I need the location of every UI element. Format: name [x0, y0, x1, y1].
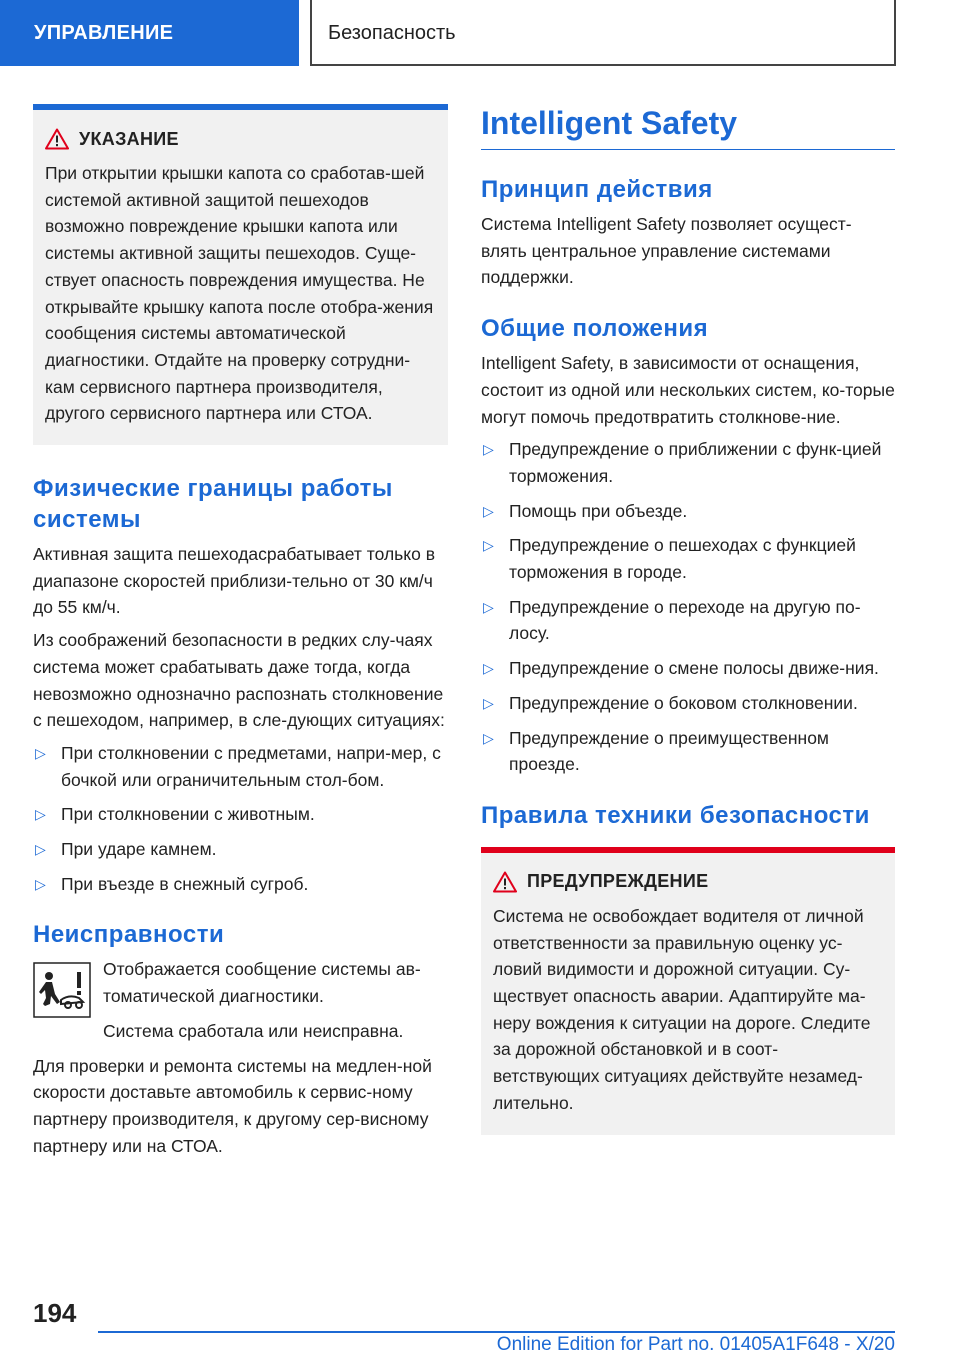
list-item: ▷ Предупреждение о преимущественном проезде.: [481, 725, 895, 778]
page-header: [0, 0, 960, 66]
systems-list: [481, 436, 895, 778]
triangle-bullet-icon: ▷: [483, 729, 494, 746]
left-column: [33, 104, 448, 1165]
page-number: 194: [33, 1298, 77, 1328]
warning-triangle-icon: [45, 128, 69, 150]
list-item: ▷ Помощь при объезде.: [481, 498, 895, 525]
fault-indicator-row: [33, 956, 448, 1052]
principle-paragraph: Система Intelligent Safety позволяет осущест-влять центральное управление системами поддержки.: [481, 214, 852, 288]
limits-paragraph-2: Из соображений безопасности в редких слу-чаях система может срабатывать даже тогда, когда невозможно однозначно распознать столкновение с пешеходом, например, в сле-дующих ситуациях:: [33, 630, 445, 731]
note-title-text: УКАЗАНИЕ: [79, 128, 179, 149]
right-column: [481, 100, 895, 1135]
list-item: ▷ Предупреждение о боковом столкновении.: [481, 690, 895, 717]
list-item: ▷ При въезде в снежный сугроб.: [33, 871, 448, 898]
warning-text: Система не освобождает водителя от личной ответственности за правильную оценку ус-ловий видимости и дорожной ситуации. Су-ществует опасность аварии. Адаптируйте ма-неру вождения к ситуации на дороге. Следите за дорожной обстановкой и в соот-ветствующих ситуациях действуйте незамед-лительно.: [493, 905, 871, 1113]
warning-triangle-icon: [493, 871, 517, 893]
main-title: Intelligent Safety: [481, 100, 895, 150]
fault-indicator-text: [103, 956, 448, 1052]
triangle-bullet-icon: ▷: [35, 841, 46, 858]
list-item: ▷ Предупреждение о пешеходах с функцией торможения в городе.: [481, 532, 895, 585]
limits-heading: Физические границы работы системы: [33, 475, 393, 534]
pedestrian-protection-warning-icon: [33, 962, 91, 1018]
edition-link[interactable]: Online Edition for Part no. 01405A1F648 - X/20: [496, 1334, 895, 1355]
warning-title-text: ПРЕДУПРЕЖДЕНИЕ: [527, 871, 709, 892]
list-item: ▷ Предупреждение о приближении с функ-цией торможения.: [481, 436, 895, 489]
general-paragraph: Intelligent Safety, в зависимости от оснащения, состоит из одной или нескольких систем, ко-торые могут помочь предотвратить столкнове-ние.: [481, 353, 895, 427]
triangle-bullet-icon: ▷: [483, 694, 494, 711]
limits-paragraph-1: Активная защита пешеходасрабатывает только в диапазоне скоростей приблизи-тельно от 30 км/ч до 55 км/ч.: [33, 544, 436, 618]
general-heading: Общие положения: [481, 315, 709, 343]
rules-heading: Правила техники безопасности: [481, 801, 870, 829]
chapter-tab[interactable]: УПРАВЛЕНИЕ: [0, 0, 299, 66]
warning-box: [481, 847, 895, 1135]
triangle-bullet-icon: ▷: [35, 806, 46, 823]
note-text: При открытии крышки капота со сработав-шей системой активной защитой пешеходов возможно повреждение крышки капота или системы активной защиты пешеходов. Суще-ствует опасность повреждения имущества. Не открывайте крышку капота после отобра-жения сообщения системы автоматической диагностики. Отдайте на проверку сотрудни-кам сервисного партнера производителя, другого сервисного партнера или СТОА.: [45, 163, 434, 424]
warning-title: [493, 871, 883, 893]
faults-paragraph: Для проверки и ремонта системы на медлен-ной скорости доставьте автомобиль к сервис-ному партнеру производителя, к другому сер-висному партнеру или на СТОА.: [33, 1055, 432, 1156]
list-item: ▷ При столкновении с предметами, напри-мер, с бочкой или ограничительным стол-бом.: [33, 740, 448, 793]
triangle-bullet-icon: ▷: [483, 537, 494, 554]
section-title: Безопасность: [310, 0, 896, 66]
triangle-bullet-icon: ▷: [483, 660, 494, 677]
list-item: ▷ При столкновении с животным.: [33, 801, 448, 828]
triangle-bullet-icon: ▷: [35, 875, 46, 892]
limits-list: [33, 740, 448, 898]
triangle-bullet-icon: ▷: [483, 441, 494, 458]
principle-heading: Принцип действия: [481, 176, 713, 203]
triangle-bullet-icon: ▷: [483, 502, 494, 519]
note-box: [33, 104, 448, 445]
list-item: ▷ Предупреждение о переходе на другую по-лосу.: [481, 594, 895, 647]
faults-heading: Неисправности: [33, 921, 225, 949]
note-title: [45, 128, 436, 150]
fault-text-1: Отображается сообщение системы ав-томатической диагностики.: [103, 959, 421, 1007]
triangle-bullet-icon: ▷: [483, 598, 494, 615]
fault-text-2: Система сработала или неисправна.: [103, 1020, 404, 1041]
list-item: ▷ При ударе камнем.: [33, 836, 448, 863]
list-item: ▷ Предупреждение о смене полосы движе-ния.: [481, 655, 895, 682]
triangle-bullet-icon: ▷: [35, 744, 46, 761]
